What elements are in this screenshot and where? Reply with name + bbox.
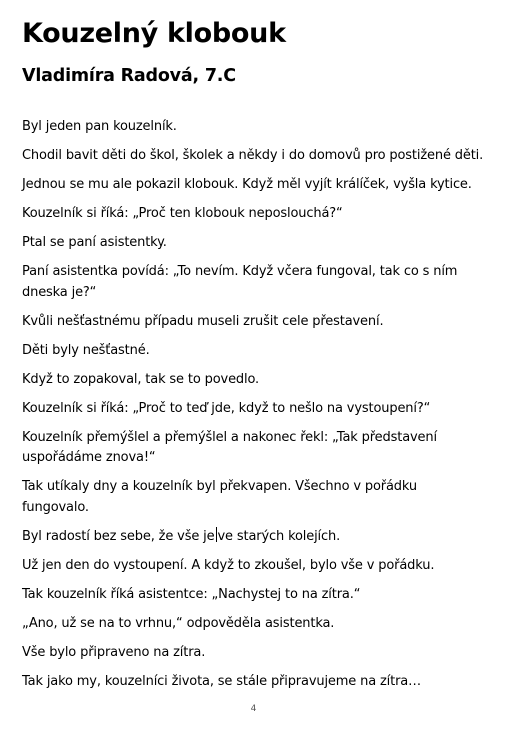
paragraph-text-before-cursor: Byl radostí bez sebe, že vše je bbox=[22, 528, 215, 544]
paragraph: Děti byly nešťastné. bbox=[22, 342, 150, 358]
document-body[interactable] bbox=[22, 117, 484, 701]
paragraph: Paní asistentka povídá: „To nevím. Když včera fungoval, tak co s ním dneska je?“ bbox=[22, 264, 458, 300]
paragraph: Tak kouzelník říká asistentce: „Nachystej to na zítra.“ bbox=[22, 586, 361, 602]
paragraph: Kouzelník přemýšlel a přemýšlel a nakonec řekl: „Tak představení uspořádáme znova!“ bbox=[22, 429, 437, 465]
paragraph: Už jen den do vystoupení. A když to zkoušel, bylo vše v pořádku. bbox=[22, 557, 435, 573]
paragraph: Jednou se mu ale pokazil klobouk. Když měl vyjít králíček, vyšla kytice. bbox=[22, 177, 472, 192]
paragraph: „Ano, už se na to vrhnu,“ odpověděla asistentka. bbox=[22, 615, 335, 631]
paragraph: Tak jako my, kouzelníci života, se stále připravujeme na zítra… bbox=[22, 673, 421, 689]
paragraph-text-after-cursor: ve starých kolejích. bbox=[217, 528, 341, 544]
paragraph: Když to zopakoval, tak se to povedlo. bbox=[22, 371, 260, 387]
document-title: Kouzelný klobouk bbox=[22, 18, 286, 49]
paragraph: Tak utíkaly dny a kouzelník byl překvapen. Všechno v pořádku fungovalo. bbox=[22, 479, 417, 515]
paragraph: Kvůli nešťastnému případu museli zrušit cele přestavení. bbox=[22, 313, 384, 329]
paragraph: Vše bylo připraveno na zítra. bbox=[22, 644, 206, 660]
text-cursor bbox=[216, 527, 217, 542]
paragraph: Byl jeden pan kouzelník. bbox=[22, 119, 177, 134]
document-author: Vladimíra Radová, 7.C bbox=[22, 66, 236, 86]
paragraph: Kouzelník si říká: „Proč ten klobouk neposlouchá?“ bbox=[22, 206, 343, 221]
paragraph: Chodil bavit děti do škol, školek a někdy i do domovů pro postižené děti. bbox=[22, 148, 484, 163]
paragraph: Kouzelník si říká: „Proč to teď jde, když to nešlo na vystoupení?“ bbox=[22, 400, 431, 416]
paragraph: Ptal se paní asistentky. bbox=[22, 235, 167, 250]
paragraph-with-cursor bbox=[22, 527, 484, 548]
page-number: 4 bbox=[250, 704, 257, 714]
